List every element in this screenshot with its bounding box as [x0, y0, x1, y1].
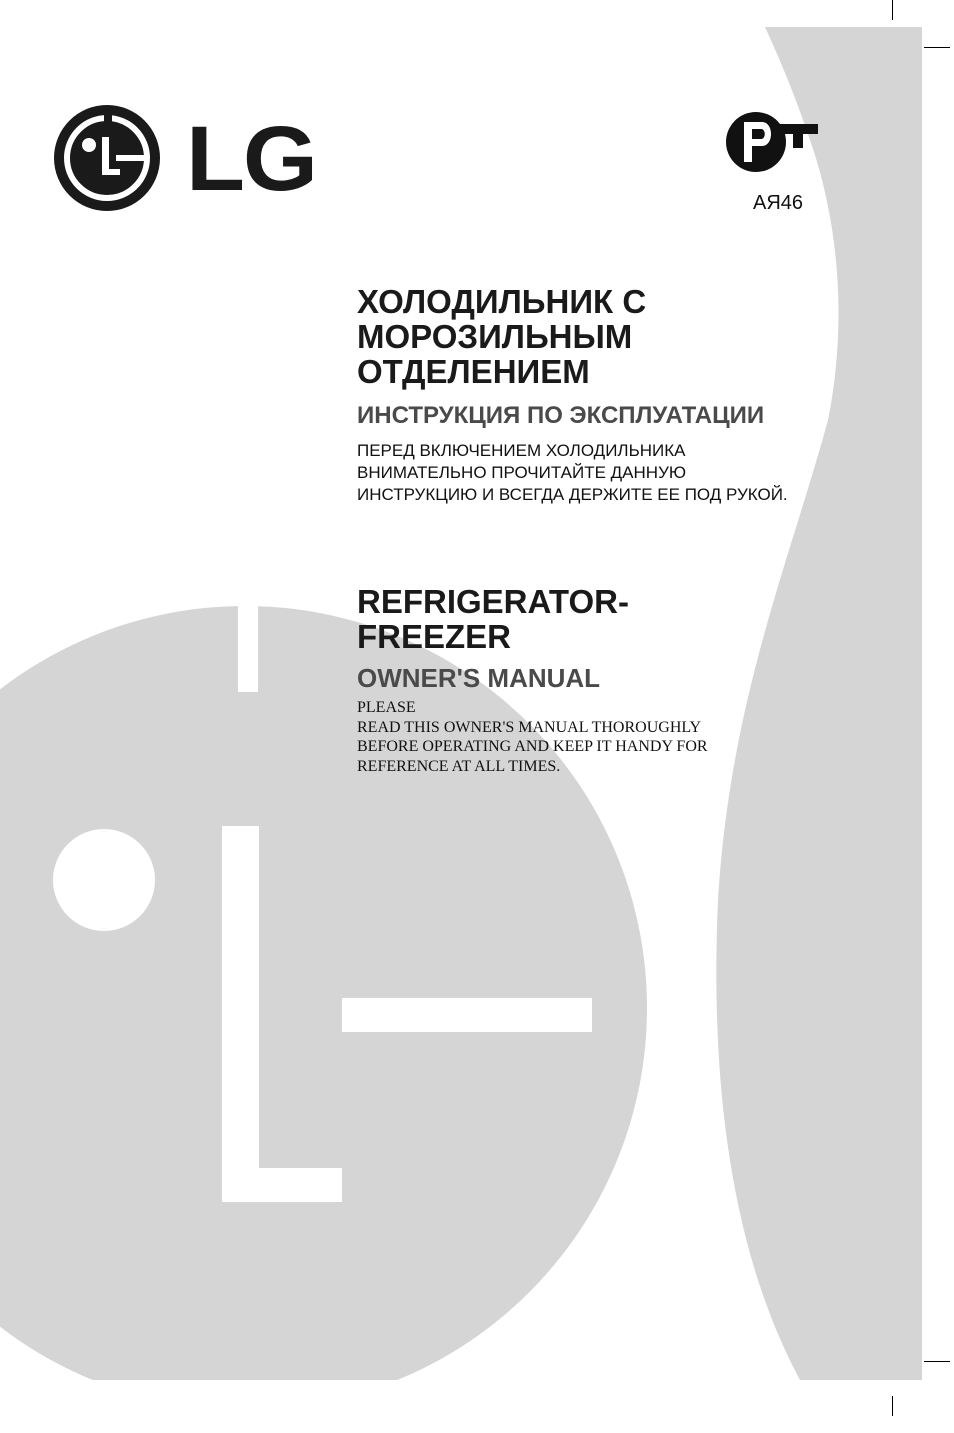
- english-note-line: REFERENCE AT ALL TIMES.: [357, 757, 561, 775]
- english-note-line: BEFORE OPERATING AND KEEP IT HANDY FOR: [357, 738, 708, 755]
- english-title: [357, 584, 777, 654]
- russian-note-line: ИНСТРУКЦИЮ И ВСЕГДА ДЕРЖИТЕ ЕЕ ПОД РУКОЙ.: [357, 485, 788, 504]
- russian-subtitle: ИНСТРУКЦИЯ ПО ЭКСПЛУАТАЦИИ: [357, 402, 765, 429]
- english-title-line: REFRIGERATOR-: [357, 583, 629, 620]
- crop-mark: [892, 0, 893, 20]
- russian-title-line: ХОЛОДИЛЬНИК С: [357, 283, 647, 320]
- lg-wordmark: LG: [186, 108, 316, 210]
- english-note-line: PLEASE: [357, 699, 416, 716]
- crop-mark: [924, 47, 950, 48]
- rst-certification-mark-icon: [722, 108, 822, 176]
- english-title-line: FREEZER: [357, 618, 512, 655]
- russian-title-line: ОТДЕЛЕНИЕМ: [357, 353, 590, 390]
- english-note: [357, 698, 777, 776]
- crop-mark: [892, 1396, 893, 1416]
- english-subtitle: OWNER'S MANUAL: [357, 663, 601, 693]
- lg-face-logo-icon: [54, 105, 160, 211]
- russian-note: [357, 440, 877, 506]
- english-note-line: READ THIS OWNER'S MANUAL THOROUGHLY: [357, 718, 702, 736]
- russian-note-line: ВНИМАТЕЛЬНО ПРОЧИТАЙТЕ ДАННУЮ: [357, 463, 687, 482]
- russian-title-line: МОРОЗИЛЬНЫМ: [357, 318, 633, 355]
- russian-note-line: ПЕРЕД ВКЛЮЧЕНИЕМ ХОЛОДИЛЬНИКА: [357, 441, 686, 460]
- certification-code: АЯ46: [752, 192, 804, 214]
- russian-title: [357, 284, 837, 389]
- crop-mark: [924, 1361, 950, 1362]
